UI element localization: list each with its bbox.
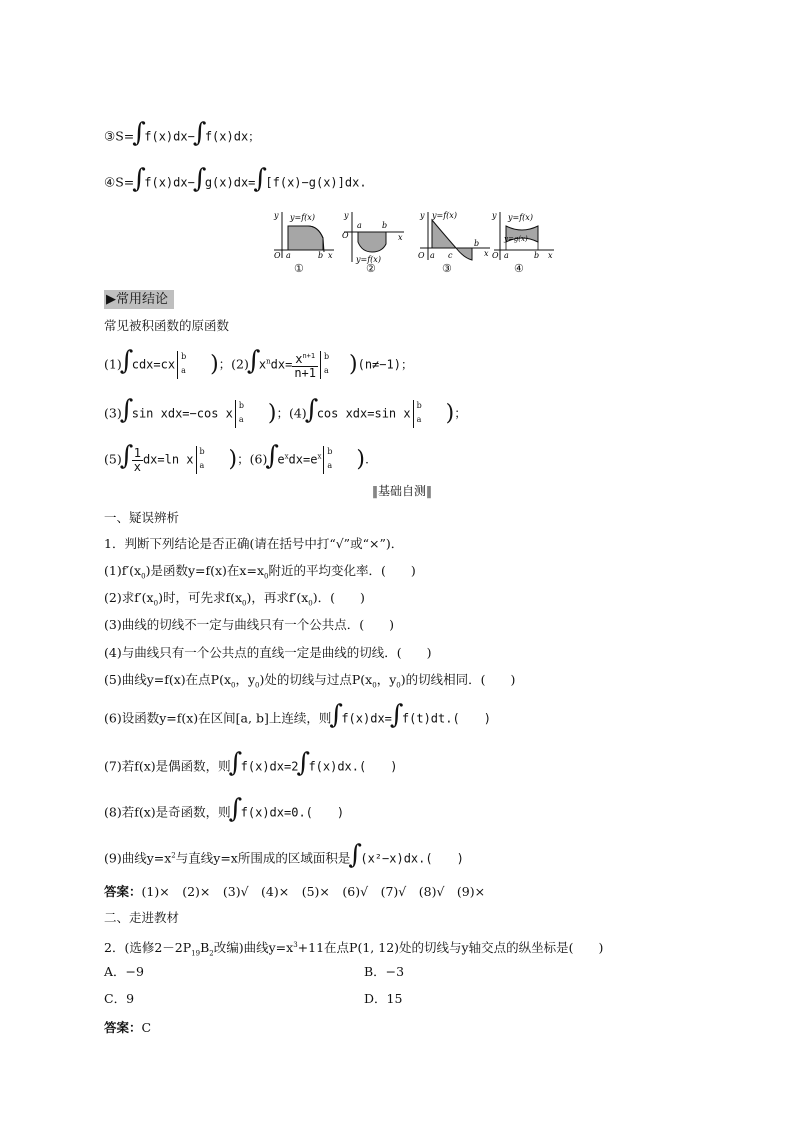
right-paren: ): [349, 352, 358, 377]
eval-bar: b a: [320, 351, 331, 379]
part2-title: 二、走进教材: [104, 910, 180, 925]
item-label: ；(2): [218, 356, 249, 372]
item-text: (x²−x)dx.( ): [360, 851, 464, 866]
item-text: (5)曲线y=f(x)在点P(x: [104, 672, 232, 687]
part1-item-4: (4)与曲线只有一个公共点的直线一定是曲线的切线．( ): [104, 645, 432, 660]
fig3-a: a: [430, 251, 435, 260]
part1-item-3: (3)曲线的切线不一定与曲线只有一个公共点．( ): [104, 617, 394, 632]
item-text: )时，可先求f(x: [158, 590, 243, 605]
part2-question: 2．(选修$2-2P_{19}B_2$改编)曲线$y=x^3+11$在点P(1, 12)处的切线与y轴交点的纵坐标是( ): [104, 940, 604, 958]
formula-text: cdx=cx: [131, 357, 176, 372]
fig2-b: b: [382, 221, 388, 230]
formula-3-part1: f(x)dx−: [144, 129, 195, 144]
option-d: D．15: [364, 991, 403, 1006]
formula-4-part1: f(x)dx−: [144, 175, 195, 190]
figure-3-label: ③: [442, 262, 452, 275]
right-paren: ): [445, 401, 455, 426]
part1-question: 1．判断下列结论是否正确(请在括号中打“√”或“×”)．: [104, 536, 404, 551]
part1-answer: [104, 882, 485, 900]
formula-text: dx=: [270, 357, 293, 372]
fig4-y-label: y: [492, 211, 497, 220]
formula-4-part2: g(x)dx=: [204, 175, 256, 190]
answer-text: (1)× (2)× (3)√ (4)× (5)× (6)√ (7)√ (8)√ (9)×: [141, 884, 486, 899]
integral-sign: [134, 124, 144, 150]
fig3-c: c: [448, 251, 453, 260]
formula-4-part3: [f(x)−g(x)]dx.: [265, 175, 367, 190]
option-c: C．9: [104, 991, 135, 1006]
question-text: B: [200, 940, 210, 956]
item-label: (3): [104, 405, 122, 421]
eval-bar: b a: [323, 446, 334, 474]
right-paren: ): [210, 352, 219, 377]
fig4-origin: O: [492, 251, 499, 260]
formula-text: ；: [454, 405, 467, 421]
fig4-x: x: [548, 251, 553, 260]
right-paren: ): [356, 447, 365, 472]
part2-answer: [104, 1018, 151, 1036]
section-tag: ▶常用结论: [104, 290, 174, 309]
fig2-a: a: [357, 221, 362, 230]
integral-sign: [195, 170, 205, 196]
formula-text: dx=e: [288, 452, 318, 467]
item-label: (1): [104, 356, 122, 372]
option-a: A．−9: [104, 964, 144, 979]
fig4-b: b: [534, 251, 540, 260]
self-test-heading: ‖基础自测‖: [372, 484, 433, 498]
fraction: $\frac{x^{n+1}}{n+1}$: [294, 352, 317, 380]
integral-sign: [307, 401, 317, 427]
item-text: f(x)dx=2: [240, 759, 299, 774]
item-text: )，再求f′(x: [246, 590, 309, 605]
integral-sign: [255, 170, 265, 196]
integral-sign: [122, 401, 132, 427]
formula-text: cos xdx=sin x: [316, 406, 411, 421]
question-text: 改编)曲线y=x: [213, 940, 294, 956]
option-b: B．−3: [364, 964, 405, 979]
item-text: (7)若f(x)是偶函数，则: [104, 758, 231, 774]
item-text: (2)求f′(x: [104, 590, 154, 605]
item-label: ；(4): [276, 405, 307, 421]
formula-text: sin xdx=−cos x: [131, 406, 233, 421]
fig3-b: b: [474, 239, 480, 248]
fig1-origin: O: [274, 251, 281, 260]
fig3-origin: O: [418, 251, 425, 260]
formula-3: [104, 124, 260, 150]
item-label: ；(6): [237, 451, 268, 467]
integral-sign: [195, 124, 205, 150]
answer-label: 答案：: [104, 884, 142, 899]
formula-3-prefix: ③S=: [104, 128, 135, 144]
figure-1: [268, 208, 338, 260]
fig4-a: a: [504, 251, 509, 260]
fig1-b: b: [318, 251, 324, 260]
item-text: 附近的平均变化率．( ): [268, 563, 416, 578]
item-text: )的切线相同．( ): [400, 672, 516, 687]
figure-3: [414, 208, 494, 264]
integral-sign: [392, 706, 402, 732]
integral-sign: [298, 754, 308, 780]
frac-den: x: [133, 459, 141, 474]
question-text: +11在点P(1, 12)处的切线与y轴交点的纵坐标是( ): [297, 940, 604, 956]
integral-sign: [122, 447, 132, 473]
fig1-func-label: y=f(x): [290, 213, 315, 222]
frac-num: 1: [133, 445, 141, 460]
fig1-x: x: [328, 251, 333, 260]
conclusion-title: 常见被积函数的原函数: [104, 318, 230, 333]
frac-den: n+1: [294, 366, 317, 380]
item-text: )处的切线与过点P(x: [259, 672, 373, 687]
antiderivative-row-2: [104, 400, 467, 428]
integral-sign: [331, 706, 341, 732]
antiderivative-row-1: (1)∫ cdx=cx b a )；(2)∫ $x^ndx=$ $\frac{x^{n+1}}{n+1}$ b a )(n≠−1)；: [104, 350, 413, 380]
answer-text: C: [141, 1020, 152, 1035]
integral-sign: [231, 754, 241, 780]
item-text: )是函数y=f(x)在x=x: [145, 563, 264, 578]
fig2-x: x: [398, 233, 403, 242]
fig2-origin: O: [342, 231, 349, 240]
formula-text: dx=ln x: [142, 452, 194, 467]
part1-item-7: [104, 754, 397, 780]
item-text: f(t)dt.( ): [401, 711, 491, 726]
integral-sign: [231, 800, 241, 826]
frac-num: x: [295, 352, 303, 366]
antiderivative-row-3: (5)∫ $\frac{1}{x}$ dx=ln x b a )；(6)∫ $e^xdx=e^x$ b a ).: [104, 446, 369, 474]
eval-bar: b a: [196, 446, 207, 474]
integral-sign: [249, 352, 259, 378]
question-sub: 19: [191, 949, 201, 958]
formula-text: x: [258, 357, 267, 372]
part1-item-8: [104, 800, 344, 826]
item-text: f(x)dx=: [341, 711, 392, 726]
fig3-x: x: [484, 249, 489, 258]
item-text: (8)若f(x)是奇函数，则: [104, 804, 231, 820]
right-paren: ): [267, 401, 277, 426]
eval-bar: b a: [413, 400, 424, 428]
integral-sign: [134, 170, 144, 196]
part1-item-9: (9)曲线$y=x^2$与直线y=x所围成的区域面积是∫ (x²−x)dx.( ): [104, 846, 464, 872]
formula-4: [104, 170, 367, 196]
integral-sign: [267, 447, 277, 473]
item-label: (5): [104, 451, 122, 467]
item-text: ，y: [376, 672, 397, 687]
formula-4-prefix: ④S=: [104, 174, 135, 190]
part1-item-2: (2)求$f'(x_0)$时，可先求$f(x_0)$，再求$f'(x_0)$．( ): [104, 590, 365, 608]
item-text: f(x)dx=0.( ): [240, 805, 345, 820]
formula-text: e: [277, 452, 285, 467]
figure-1-label: ①: [294, 262, 304, 275]
integral-sign: [122, 352, 132, 378]
eval-bar: b a: [235, 400, 246, 428]
question-text: 2．(选修2－2P: [104, 940, 192, 956]
fig4-func2-label: y=g(x): [504, 235, 528, 243]
fig2-func-label: y=f(x): [356, 255, 381, 264]
figure-4-label: ④: [514, 262, 524, 275]
formula-text: (n≠−1)；: [357, 357, 413, 372]
item-text: )．( ): [312, 590, 365, 605]
formula-3-part2: f(x)dx；: [204, 129, 261, 144]
figure-4: [490, 208, 560, 264]
fig3-func-label: y=f(x): [432, 211, 457, 220]
fig1-a: a: [286, 251, 291, 260]
item-text: (9)曲线y=x: [104, 850, 172, 866]
fig3-y-label: y: [420, 211, 425, 220]
formula-text: .: [364, 451, 369, 467]
fig2-y-label: y: [344, 211, 349, 220]
answer-label: 答案：: [104, 1020, 142, 1035]
question-sub: 2: [209, 949, 214, 958]
part1-item-1: $(1)f'(x_0)$是函数y=f(x)在$x=x_0$附近的平均变化率．( ): [104, 563, 416, 581]
item-text: ，y: [235, 672, 256, 687]
integral-sign: [350, 846, 360, 872]
figure-2: [340, 208, 410, 264]
part1-title: 一、疑误辨析: [104, 510, 180, 525]
fig4-func-label: y=f(x): [508, 213, 533, 222]
eval-bar: b a: [177, 351, 188, 379]
part1-item-6: [104, 706, 491, 732]
item-text: f(x)dx.( ): [308, 759, 398, 774]
fig1-y-label: y: [274, 211, 279, 220]
figure-2-label: ②: [366, 262, 376, 275]
item-text: (1)f′(x: [104, 563, 142, 578]
item-text: (6)设函数y=f(x)在区间[a, b]上连续，则: [104, 710, 332, 726]
part1-item-5: (5)曲线y=f(x)在点$P(x_0$，$y_0$)处的切线与过点$P(x_0$，$y_0$)的切线相同．( ): [104, 672, 516, 690]
right-paren: ): [228, 447, 238, 472]
item-text: 与直线y=x所围成的区域面积是: [175, 850, 351, 866]
fraction: [132, 447, 143, 474]
